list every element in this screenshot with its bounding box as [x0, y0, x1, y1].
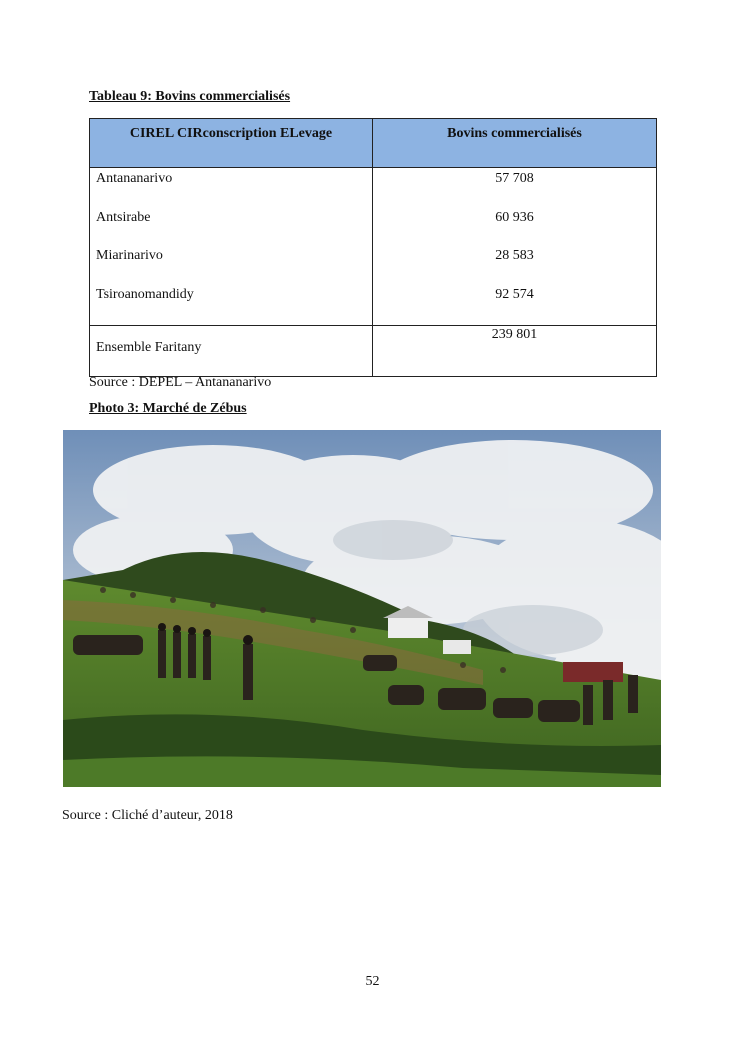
- table-total-row: [90, 326, 657, 377]
- region-name: Miarinarivo: [96, 248, 163, 263]
- header-cirel: CIREL CIRconscription ELevage: [90, 119, 373, 168]
- table-source: Source : DEPEL – Antananarivo: [89, 375, 272, 390]
- table-header-row: [90, 119, 657, 168]
- region-names-cell: [90, 168, 373, 326]
- cattle-sales-table: [89, 118, 657, 377]
- page-number: 52: [365, 974, 380, 989]
- table-caption: Tableau 9: Bovins commercialisés: [89, 89, 291, 104]
- table-body-row: [90, 168, 657, 326]
- region-value: 60 936: [495, 209, 534, 225]
- total-label: Ensemble Faritany: [90, 326, 373, 377]
- zebu-market-photo: [63, 430, 661, 787]
- region-value: 57 708: [495, 171, 534, 186]
- region-name: Tsiroanomandidy: [96, 286, 194, 302]
- region-value: 92 574: [495, 286, 534, 302]
- region-name: Antananarivo: [96, 171, 173, 186]
- photo-source: Source : Cliché d’auteur, 2018: [62, 808, 233, 823]
- total-value: 239 801: [373, 326, 657, 377]
- header-bovins: Bovins commercialisés: [373, 119, 657, 168]
- region-values-cell: [373, 168, 657, 326]
- region-value: 28 583: [495, 248, 534, 263]
- photo-caption: Photo 3: Marché de Zébus: [89, 401, 247, 416]
- region-name: Antsirabe: [96, 209, 151, 225]
